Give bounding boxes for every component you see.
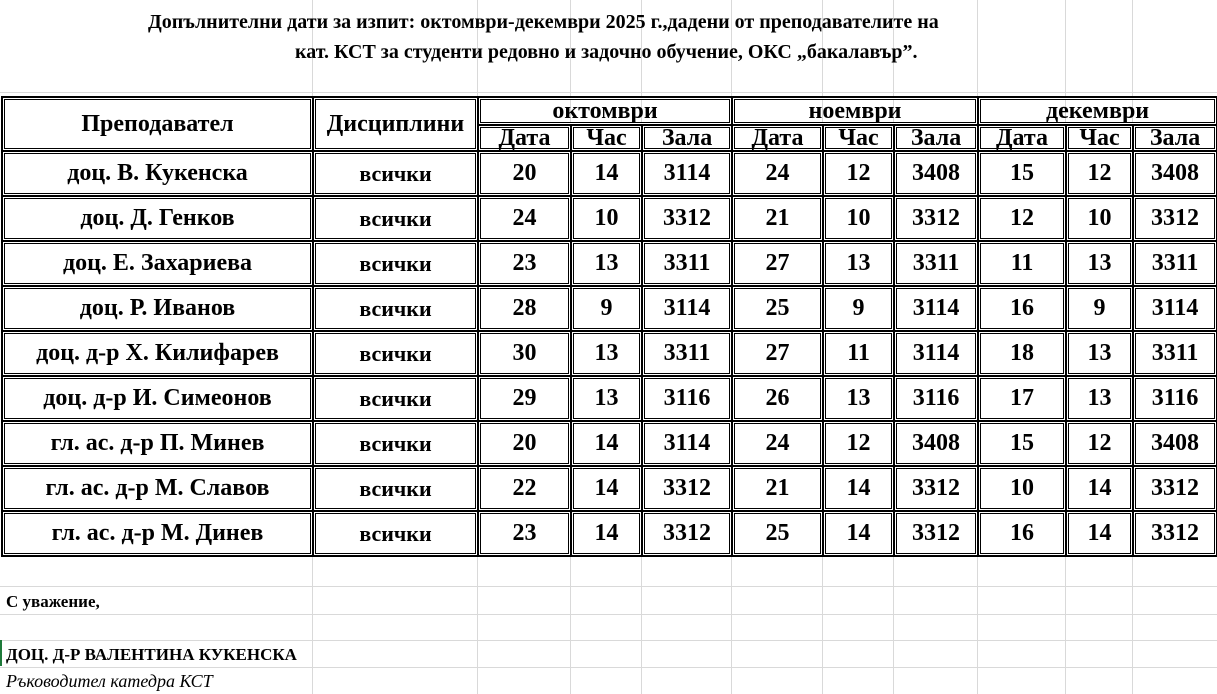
hour-cell[interactable]: 14: [571, 511, 642, 556]
room-cell[interactable]: 3114: [894, 286, 978, 331]
date-cell[interactable]: 17: [978, 376, 1066, 421]
hour-cell[interactable]: 9: [823, 286, 894, 331]
table-row: [2, 286, 1217, 331]
teacher-cell[interactable]: доц. Е. Захариева: [2, 241, 313, 286]
room-cell[interactable]: 3114: [1133, 286, 1217, 331]
date-cell[interactable]: 12: [978, 196, 1066, 241]
date-cell[interactable]: 10: [978, 466, 1066, 511]
date-cell[interactable]: 27: [732, 241, 823, 286]
hour-cell[interactable]: 13: [823, 241, 894, 286]
signer-name[interactable]: ДОЦ. Д-Р ВАЛЕНТИНА КУКЕНСКА: [6, 645, 297, 664]
teacher-cell[interactable]: доц. Р. Иванов: [2, 286, 313, 331]
table-row: [2, 331, 1217, 376]
room-cell[interactable]: 3311: [1133, 241, 1217, 286]
hour-cell[interactable]: 14: [571, 466, 642, 511]
room-cell[interactable]: 3116: [894, 376, 978, 421]
date-cell[interactable]: 22: [478, 466, 571, 511]
room-cell[interactable]: 3312: [1133, 196, 1217, 241]
hour-cell[interactable]: 14: [571, 421, 642, 466]
room-cell[interactable]: 3312: [894, 466, 978, 511]
room-cell[interactable]: 3312: [642, 196, 732, 241]
date-cell[interactable]: 27: [732, 331, 823, 376]
hour-cell[interactable]: 12: [823, 421, 894, 466]
header-room[interactable]: Зала: [894, 125, 978, 151]
discipline-cell[interactable]: всички: [313, 421, 478, 466]
header-month-october[interactable]: октомври: [478, 97, 732, 125]
hour-cell[interactable]: 14: [1066, 466, 1133, 511]
hour-cell[interactable]: 13: [823, 376, 894, 421]
room-cell[interactable]: 3408: [894, 151, 978, 196]
table-row: [2, 466, 1217, 511]
teacher-cell[interactable]: гл. ас. д-р П. Минев: [2, 421, 313, 466]
header-date[interactable]: Дата: [732, 125, 823, 151]
teacher-cell[interactable]: доц. д-р Х. Килифарев: [2, 331, 313, 376]
room-cell[interactable]: 3312: [1133, 466, 1217, 511]
hour-cell[interactable]: 12: [823, 151, 894, 196]
gridline: [0, 586, 1217, 587]
room-cell[interactable]: 3312: [894, 511, 978, 556]
date-cell[interactable]: 24: [732, 151, 823, 196]
discipline-cell[interactable]: всички: [313, 376, 478, 421]
title-line-2: кат. КСТ за студенти редовно и задочно обучение, ОКС „бакалавър”.: [295, 41, 918, 63]
date-cell[interactable]: 24: [478, 196, 571, 241]
discipline-cell[interactable]: всички: [313, 241, 478, 286]
room-cell[interactable]: 3312: [894, 196, 978, 241]
table-row: [2, 421, 1217, 466]
teacher-cell[interactable]: гл. ас. д-р М. Славов: [2, 466, 313, 511]
room-cell[interactable]: 3312: [642, 466, 732, 511]
date-cell[interactable]: 15: [978, 151, 1066, 196]
date-cell[interactable]: 21: [732, 466, 823, 511]
signer-role[interactable]: Ръководител катедра КСТ: [6, 671, 213, 691]
hour-cell[interactable]: 13: [571, 241, 642, 286]
title-line-1: Допълнителни дати за изпит: октомври-декември 2025 г.,дадени от преподавателите на: [148, 11, 939, 33]
room-cell[interactable]: 3114: [642, 151, 732, 196]
discipline-cell[interactable]: всички: [313, 151, 478, 196]
header-date[interactable]: Дата: [978, 125, 1066, 151]
date-cell[interactable]: 28: [478, 286, 571, 331]
date-cell[interactable]: 20: [478, 421, 571, 466]
table-row: [2, 511, 1217, 556]
room-cell[interactable]: 3116: [642, 376, 732, 421]
discipline-cell[interactable]: всички: [313, 511, 478, 556]
date-cell[interactable]: 29: [478, 376, 571, 421]
room-cell[interactable]: 3311: [642, 331, 732, 376]
table-row: [2, 376, 1217, 421]
header-hour[interactable]: Час: [1066, 125, 1133, 151]
room-cell[interactable]: 3312: [642, 511, 732, 556]
teacher-cell[interactable]: доц. В. Кукенска: [2, 151, 313, 196]
discipline-cell[interactable]: всички: [313, 286, 478, 331]
date-cell[interactable]: 16: [978, 511, 1066, 556]
room-cell[interactable]: 3114: [894, 331, 978, 376]
gridline: [0, 614, 1217, 615]
date-cell[interactable]: 11: [978, 241, 1066, 286]
discipline-cell[interactable]: всички: [313, 331, 478, 376]
table-row: [2, 151, 1217, 196]
date-cell[interactable]: 16: [978, 286, 1066, 331]
date-cell[interactable]: 25: [732, 511, 823, 556]
date-cell[interactable]: 21: [732, 196, 823, 241]
room-cell[interactable]: 3408: [1133, 151, 1217, 196]
gridline: [0, 640, 1217, 641]
hour-cell[interactable]: 10: [823, 196, 894, 241]
hour-cell[interactable]: 11: [823, 331, 894, 376]
room-cell[interactable]: 3408: [1133, 421, 1217, 466]
table-row: [2, 241, 1217, 286]
hour-cell[interactable]: 13: [1066, 331, 1133, 376]
title-cell[interactable]: [0, 0, 1217, 92]
teacher-cell[interactable]: доц. Д. Генков: [2, 196, 313, 241]
hour-cell[interactable]: 14: [823, 466, 894, 511]
room-cell[interactable]: 3311: [642, 241, 732, 286]
hour-cell[interactable]: 12: [1066, 421, 1133, 466]
date-cell[interactable]: 23: [478, 241, 571, 286]
teacher-cell[interactable]: доц. д-р И. Симеонов: [2, 376, 313, 421]
date-cell[interactable]: 26: [732, 376, 823, 421]
hour-cell[interactable]: 13: [1066, 376, 1133, 421]
date-cell[interactable]: 24: [732, 421, 823, 466]
header-date[interactable]: Дата: [478, 125, 571, 151]
room-cell[interactable]: 3312: [1133, 511, 1217, 556]
discipline-cell[interactable]: всички: [313, 466, 478, 511]
room-cell[interactable]: 3408: [894, 421, 978, 466]
header-hour[interactable]: Час: [571, 125, 642, 151]
gridline: [0, 92, 1217, 93]
active-cell-marker: [0, 640, 2, 666]
table-row: [2, 196, 1217, 241]
header-teacher[interactable]: Преподавател: [2, 97, 313, 151]
hour-cell[interactable]: 10: [571, 196, 642, 241]
header-month-december[interactable]: декември: [978, 97, 1217, 125]
hour-cell[interactable]: 13: [571, 376, 642, 421]
date-cell[interactable]: 15: [978, 421, 1066, 466]
gridline: [0, 667, 1217, 668]
date-cell[interactable]: 25: [732, 286, 823, 331]
discipline-cell[interactable]: всички: [313, 196, 478, 241]
regards-text[interactable]: С уважение,: [6, 592, 100, 611]
header-hour[interactable]: Час: [823, 125, 894, 151]
hour-cell[interactable]: 13: [1066, 241, 1133, 286]
header-month-november[interactable]: ноември: [732, 97, 978, 125]
hour-cell[interactable]: 10: [1066, 196, 1133, 241]
teacher-cell[interactable]: гл. ас. д-р М. Динев: [2, 511, 313, 556]
room-cell[interactable]: 3311: [1133, 331, 1217, 376]
room-cell[interactable]: 3116: [1133, 376, 1217, 421]
room-cell[interactable]: 3114: [642, 286, 732, 331]
date-cell[interactable]: 23: [478, 511, 571, 556]
room-cell[interactable]: 3114: [642, 421, 732, 466]
hour-cell[interactable]: 14: [1066, 511, 1133, 556]
header-room[interactable]: Зала: [642, 125, 732, 151]
date-cell[interactable]: 18: [978, 331, 1066, 376]
hour-cell[interactable]: 14: [823, 511, 894, 556]
hour-cell[interactable]: 9: [1066, 286, 1133, 331]
date-cell[interactable]: 30: [478, 331, 571, 376]
room-cell[interactable]: 3311: [894, 241, 978, 286]
hour-cell[interactable]: 14: [571, 151, 642, 196]
header-discipline[interactable]: Дисциплини: [313, 97, 478, 151]
hour-cell[interactable]: 9: [571, 286, 642, 331]
date-cell[interactable]: 20: [478, 151, 571, 196]
header-room[interactable]: Зала: [1133, 125, 1217, 151]
hour-cell[interactable]: 13: [571, 331, 642, 376]
hour-cell[interactable]: 12: [1066, 151, 1133, 196]
schedule-table: [1, 96, 1217, 557]
